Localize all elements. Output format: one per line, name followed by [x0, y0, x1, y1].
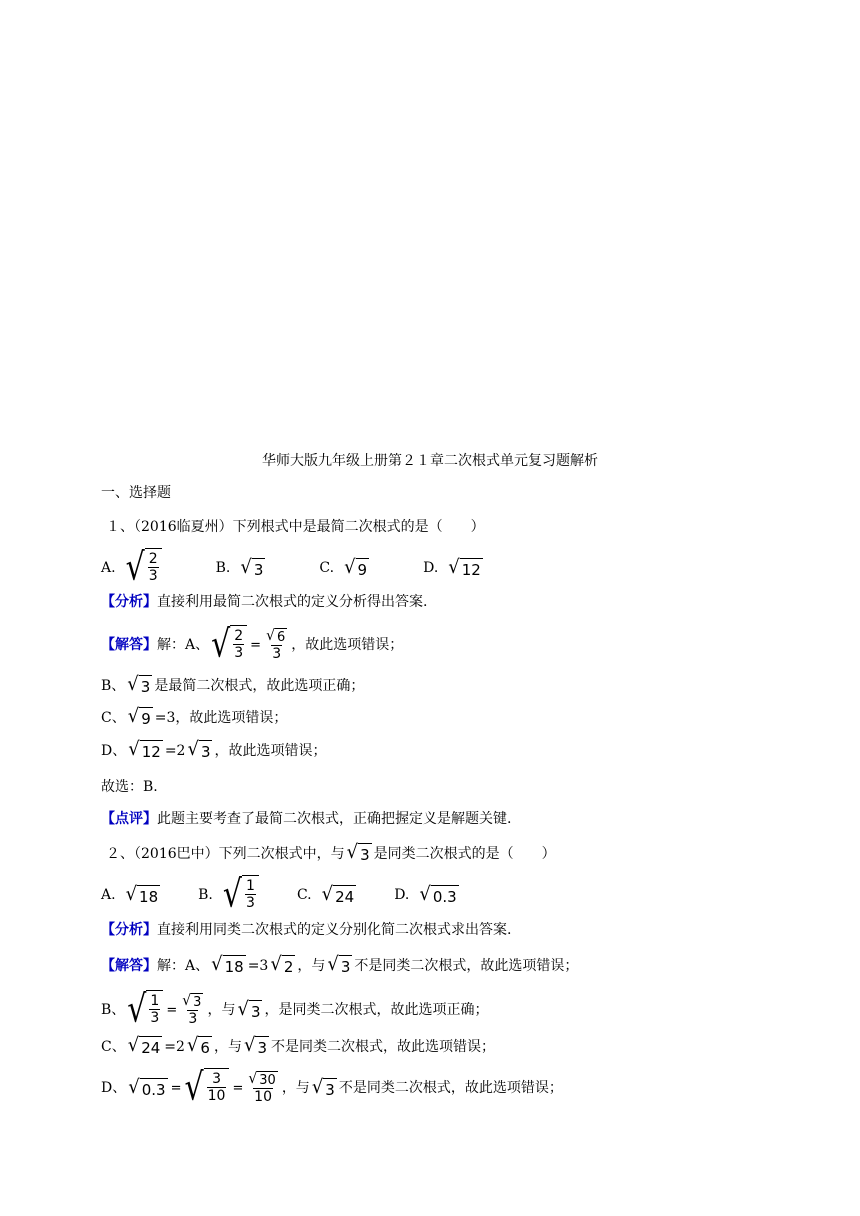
q2-solution-a: 【解答】 解：A、 √ 18 =3 √ 2 ，与 √ 3 不是同类二次根式，故此选项错误； — [101, 953, 579, 976]
option-c: C. √ 24 — [296, 882, 355, 906]
radical: √ $\frac{1}{3}$ — [223, 875, 259, 915]
radical: √ 9 — [127, 705, 151, 728]
radical: √ 18 — [125, 882, 159, 906]
radical: √ 9 — [344, 555, 368, 579]
radical: √ 3 — [243, 1034, 267, 1057]
q2-analysis: 【分析】 直接利用同类二次根式的定义分别化简二次根式求出答案. — [101, 922, 512, 938]
option-d: D. √ 12 — [423, 555, 481, 579]
q2-solution-d: D、 √ 0.3 = √ $\frac{3}{10}$ = √ 30 10 ，与 √ 3 不是同类二次根式，故此选项错误； — [101, 1065, 563, 1110]
radical: √ 3 — [127, 673, 151, 696]
radical: √ 3 — [240, 555, 264, 579]
radical: √ 12 — [128, 738, 161, 761]
option-a: A. √ 18 — [101, 882, 159, 906]
q1-choice: 故选：B. — [101, 779, 158, 795]
fraction: √ 6 3 — [266, 627, 286, 662]
radical: √ 0.3 — [128, 1075, 166, 1099]
radical: √ $\frac{3}{10}$ — [184, 1068, 229, 1108]
radical: √ 3 — [311, 1075, 335, 1099]
q1-solution-c: C、 √ 9 =3，故此选项错误； — [101, 705, 288, 728]
radical: √ 3 — [346, 841, 370, 864]
document-title: 华师大版九年级上册第２１章二次根式单元复习题解析 — [262, 453, 598, 469]
radical: √ 18 — [211, 953, 244, 976]
radical: √ 3 — [237, 997, 261, 1021]
radical: √ $\frac{2}{3}$ — [211, 625, 247, 665]
q1-solution-b: B、 √ 3 是最简二次根式，故此选项正确； — [101, 673, 365, 696]
radical: √ $\frac{1}{3}$ — [127, 990, 163, 1030]
radical: √ 3 — [187, 738, 211, 761]
option-c: C. √ 9 — [319, 555, 368, 579]
option-b: B. √ 3 — [215, 555, 264, 579]
radical: √ 3 — [327, 953, 351, 976]
q1-review: 【点评】 此题主要考查了最简二次根式，正确把握定义是解题关键. — [101, 811, 512, 827]
radical: √ 2 — [270, 953, 294, 976]
question-2-options — [101, 872, 513, 917]
q1-analysis: 【分析】 直接利用最简二次根式的定义分析得出答案. — [101, 594, 428, 610]
radical: √ 24 — [321, 882, 355, 906]
fraction: √ 30 10 — [248, 1070, 276, 1105]
option-b: B. √ $\frac{1}{3}$ — [198, 875, 261, 915]
option-a: A. √ $\frac{2}{3}$ — [101, 548, 164, 588]
radical: √ 0.3 — [419, 882, 457, 906]
q2-solution-c: C、 √ 24 =2 √ 6 ，与 √ 3 不是同类二次根式，故此选项错误； — [101, 1034, 495, 1057]
fraction: √ 3 3 — [182, 992, 202, 1027]
radical: √ 12 — [448, 555, 481, 579]
q2-solution-b: B、 √ $\frac{1}{3}$ = √ 3 3 ，与 √ 3 ，是同类二次根式，故此选项正确； — [101, 987, 489, 1032]
radical: √ 6 — [186, 1034, 210, 1057]
question-1-stem: １、（2016临夏州）下列根式中是最简二次根式的是（ ） — [106, 519, 485, 535]
radical: √ $\frac{2}{3}$ — [126, 548, 162, 588]
section-heading: 一、选择题 — [101, 485, 171, 501]
q1-solution-d: D、 √ 12 =2 √ 3 ，故此选项错误； — [101, 738, 327, 761]
option-d: D. √ 0.3 — [394, 882, 457, 906]
q1-solution-a: 【解答】 解：A、 √ $\frac{2}{3}$ = √ 6 3 ，故此选项错误； — [101, 622, 404, 667]
question-2-stem: ２、（2016巴中）下列二次根式中，与 √ 3 是同类二次根式的是（ ） — [106, 841, 556, 864]
question-1-options — [101, 545, 537, 590]
radical: √ 24 — [127, 1034, 161, 1057]
